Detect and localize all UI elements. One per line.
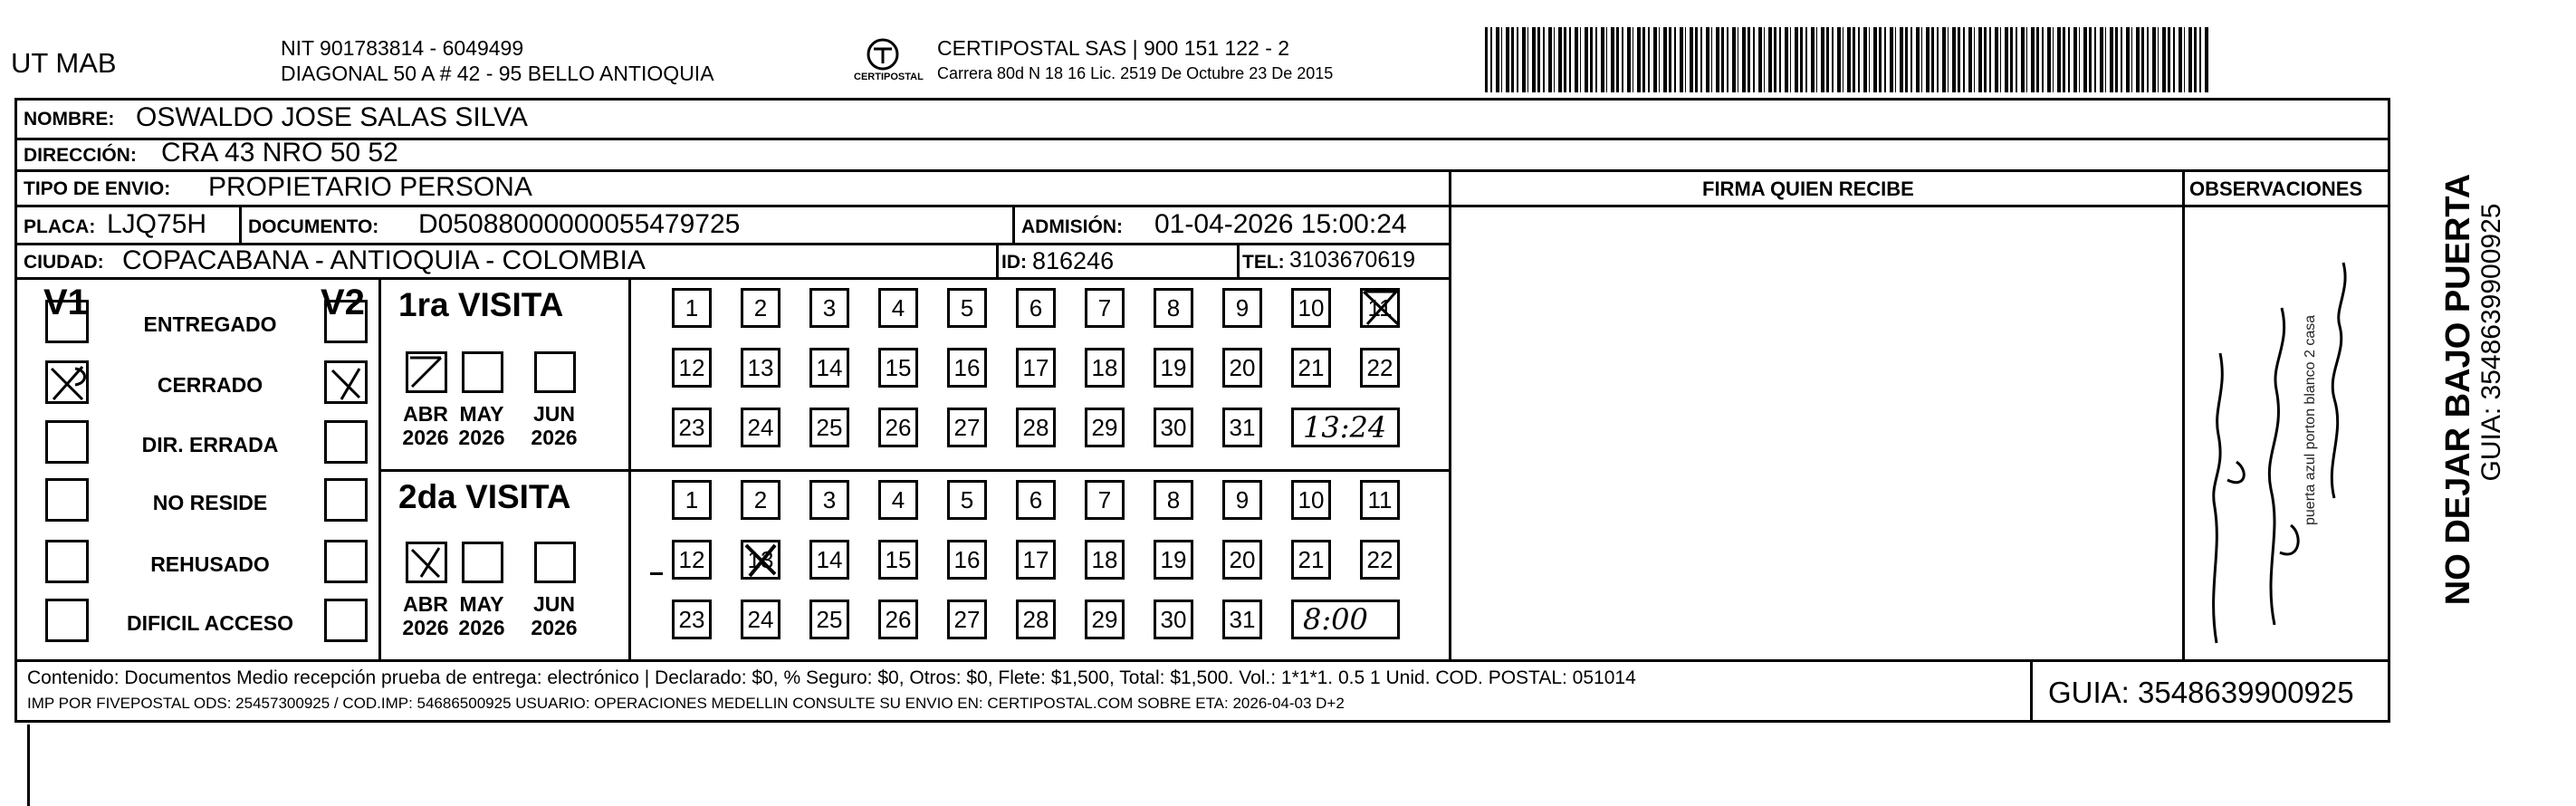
day-cell[interactable]: 29	[1085, 408, 1125, 447]
tel-label: TEL:	[1242, 252, 1285, 273]
month-year: 2026	[531, 426, 578, 450]
month-name: JUN	[532, 402, 575, 426]
status-option-label: REHUSADO	[150, 552, 270, 576]
month-name: JUN	[532, 592, 575, 616]
second-visit-title: 2da VISITA	[398, 478, 571, 515]
day-cell[interactable]: 21	[1291, 348, 1331, 388]
day-cell[interactable]: 2	[741, 288, 780, 328]
status-option-label: NO RESIDE	[152, 491, 268, 514]
v1-checkbox[interactable]	[45, 420, 89, 464]
courier-license: Carrera 80d N 18 16 Lic. 2519 De Octubre 23 De 2015	[937, 64, 1334, 82]
v1-checkbox[interactable]	[45, 478, 89, 522]
day-cell[interactable]: 13	[741, 348, 780, 388]
id-label: ID:	[1001, 252, 1027, 273]
month-year: 2026	[402, 616, 449, 640]
day-cell[interactable]: 15	[878, 540, 918, 580]
day-cell[interactable]: 15	[878, 348, 918, 388]
ciudad-label: CIUDAD:	[24, 252, 104, 273]
side-guia: GUIA: 3548639900925	[2476, 203, 2506, 482]
firma-area[interactable]	[1452, 206, 2180, 657]
day-cell[interactable]: 19	[1154, 348, 1193, 388]
month-name: MAY	[459, 402, 504, 426]
day-cell[interactable]: 2	[741, 480, 780, 520]
documento-value: D05088000000055479725	[418, 209, 741, 239]
day-cell[interactable]: 3	[809, 480, 849, 520]
barcode	[1485, 27, 2209, 92]
day-cell[interactable]: 5	[947, 480, 987, 520]
no-dejar-bajo-puerta: NO DEJAR BAJO PUERTA	[2439, 173, 2477, 606]
month-checkbox[interactable]	[534, 542, 576, 583]
v2-checkbox[interactable]	[324, 540, 368, 583]
footer-guia: GUIA: 3548639900925	[2048, 676, 2354, 709]
ciudad-value: COPACABANA - ANTIOQUIA - COLOMBIA	[122, 245, 646, 275]
month-label	[453, 592, 511, 640]
day-cell[interactable]: 1	[672, 288, 712, 328]
day-cell[interactable]: 29	[1085, 600, 1125, 639]
status-option-label: CERRADO	[157, 373, 263, 397]
day-cell[interactable]: 30	[1154, 600, 1193, 639]
v1-checkbox[interactable]	[45, 540, 89, 583]
company-name: UT MAB	[11, 47, 117, 79]
day-cell[interactable]: 24	[741, 600, 780, 639]
footer-line1: Contenido: Documentos Medio recepción prueba de entrega: electrónico | Declarado: $0, % Seguro: $0, Otros: $0, Flete: $1,500, Total: $1,500. Vol.: 1*1*1. 0.5 1 Unid. COD. POSTAL: 051014	[27, 667, 1636, 688]
visit-time-box[interactable]	[1291, 600, 1400, 639]
month-checkbox-abr-marked[interactable]	[406, 542, 447, 583]
day-cell[interactable]: 8	[1154, 288, 1193, 328]
day-cell[interactable]: 1	[672, 480, 712, 520]
id-value: 816246	[1032, 247, 1115, 274]
day-cell[interactable]: 17	[1016, 540, 1056, 580]
month-name: ABR	[403, 592, 448, 616]
month-year: 2026	[458, 616, 505, 640]
day-cell[interactable]: 20	[1222, 540, 1262, 580]
day-cell[interactable]: 21	[1291, 540, 1331, 580]
month-name: MAY	[459, 592, 504, 616]
day-cell[interactable]: 18	[1085, 348, 1125, 388]
day-cell[interactable]: 5	[947, 288, 987, 328]
day-cell[interactable]: 22	[1360, 540, 1400, 580]
status-option-label: DIR. ERRADA	[141, 433, 279, 456]
visit-time-handwritten: 13:24	[1303, 410, 1387, 445]
day-cell[interactable]: 18	[1085, 540, 1125, 580]
first-visit-title: 1ra VISITA	[398, 286, 564, 323]
observaciones-header: OBSERVACIONES	[2189, 178, 2363, 200]
documento-label: DOCUMENTO:	[248, 216, 379, 237]
admision-label: ADMISIÓN:	[1021, 216, 1123, 237]
month-checkbox[interactable]	[462, 351, 503, 393]
month-checkbox[interactable]	[534, 351, 576, 393]
day-cell[interactable]: 16	[947, 348, 987, 388]
month-name: ABR	[403, 402, 448, 426]
day-cell[interactable]: 23	[672, 408, 712, 447]
month-label	[525, 402, 583, 450]
day-cell[interactable]: 19	[1154, 540, 1193, 580]
day-cell[interactable]: 10	[1291, 288, 1331, 328]
day-cell[interactable]: 11	[1360, 288, 1400, 328]
day-cell[interactable]: 4	[878, 288, 918, 328]
day-cell[interactable]: 28	[1016, 408, 1056, 447]
month-year: 2026	[531, 616, 578, 640]
v1-checkbox-cerrado-marked[interactable]	[45, 360, 89, 404]
day-cell[interactable]: 8	[1154, 480, 1193, 520]
placa-value: LJQ75H	[107, 209, 207, 239]
company-address: DIAGONAL 50 A # 42 - 95 BELLO ANTIOQUIA	[281, 62, 714, 85]
day-cell[interactable]: 25	[809, 600, 849, 639]
firma-header: FIRMA QUIEN RECIBE	[1702, 178, 1914, 200]
certipostal-logo-icon	[819, 36, 946, 91]
day-cell[interactable]: 27	[947, 408, 987, 447]
day-cell[interactable]: 4	[878, 480, 918, 520]
day-cell[interactable]: 12	[672, 540, 712, 580]
v1-checkbox[interactable]	[45, 599, 89, 642]
handwritten-observation	[2191, 208, 2381, 652]
nombre-value: OSWALDO JOSE SALAS SILVA	[136, 102, 528, 132]
month-label	[525, 592, 583, 640]
direccion-label: DIRECCIÓN:	[24, 145, 137, 166]
nombre-label: NOMBRE:	[24, 109, 115, 130]
day-cell[interactable]: 28	[1016, 600, 1056, 639]
company-nit: NIT 901783814 - 6049499	[281, 36, 524, 60]
day-cell[interactable]: 25	[809, 408, 849, 447]
month-label	[453, 402, 511, 450]
footer-line2: IMP POR FIVEPOSTAL ODS: 25457300925 / COD.IMP: 54686500925 USUARIO: OPERACIONES MEDELLIN CONSULTE SU ENVIO EN: CERTIPOSTAL.COM SOBRE ETA: 2026-04-03 D+2	[27, 695, 1345, 712]
status-option-label: ENTREGADO	[143, 312, 277, 336]
day-cell[interactable]: 7	[1085, 288, 1125, 328]
visit-time-handwritten: 8:00	[1303, 602, 1368, 637]
v2-checkbox-cerrado-marked[interactable]	[324, 360, 368, 404]
month-checkbox-abr-marked[interactable]	[406, 351, 447, 393]
month-year: 2026	[458, 426, 505, 450]
day-cell[interactable]: 9	[1222, 288, 1262, 328]
courier-name: CERTIPOSTAL SAS | 900 151 122 - 2	[937, 36, 1290, 60]
day-cell[interactable]: 10	[1291, 480, 1331, 520]
day-cross-mark	[741, 540, 780, 584]
placa-label: PLACA:	[24, 216, 96, 237]
v2-checkbox[interactable]	[324, 478, 368, 522]
tel-value: 3103670619	[1289, 247, 1416, 273]
day-cell[interactable]: 11	[1360, 480, 1400, 520]
v2-checkbox[interactable]	[324, 599, 368, 642]
day-cross-mark	[1360, 288, 1405, 332]
day-cell[interactable]: 24	[741, 408, 780, 447]
day-cell[interactable]: 20	[1222, 348, 1262, 388]
v2-checkbox[interactable]	[324, 420, 368, 464]
day-cell[interactable]: 14	[809, 348, 849, 388]
day-cell[interactable]: 9	[1222, 480, 1262, 520]
dash-mark	[650, 572, 663, 575]
day-cell[interactable]: 22	[1360, 348, 1400, 388]
day-cell[interactable]: 12	[672, 348, 712, 388]
day-cell[interactable]: 31	[1222, 600, 1262, 639]
day-cell[interactable]: 3	[809, 288, 849, 328]
v1-checkbox[interactable]	[45, 300, 89, 343]
v2-checkbox[interactable]	[324, 300, 368, 343]
day-cell[interactable]: 31	[1222, 408, 1262, 447]
month-label	[397, 402, 455, 450]
month-label	[397, 592, 455, 640]
tipo-envio-value: PROPIETARIO PERSONA	[208, 172, 532, 202]
day-cell[interactable]: 26	[878, 600, 918, 639]
day-cell[interactable]: 13	[741, 540, 780, 580]
admision-value: 01-04-2026 15:00:24	[1154, 209, 1407, 239]
day-cell[interactable]: 14	[809, 540, 849, 580]
status-option-label: DIFICIL ACCESO	[126, 611, 293, 635]
handwritten-observation-text: puerta azul porton blanco 2 casa	[2303, 314, 2318, 525]
logo-text: CERTIPOSTAL	[854, 72, 924, 82]
month-checkbox[interactable]	[462, 542, 503, 583]
month-year: 2026	[402, 426, 449, 450]
day-cell[interactable]: 30	[1154, 408, 1193, 447]
day-cell[interactable]: 23	[672, 600, 712, 639]
day-cell[interactable]: 6	[1016, 288, 1056, 328]
day-cell[interactable]: 17	[1016, 348, 1056, 388]
v2-label: V2	[321, 283, 365, 322]
day-cell[interactable]: 27	[947, 600, 987, 639]
v1-label: V1	[43, 283, 88, 322]
day-cell[interactable]: 7	[1085, 480, 1125, 520]
visit-time-box[interactable]	[1291, 408, 1400, 447]
day-cell[interactable]: 16	[947, 540, 987, 580]
direccion-value: CRA 43 NRO 50 52	[161, 138, 398, 168]
day-cell[interactable]: 6	[1016, 480, 1056, 520]
day-cell[interactable]: 26	[878, 408, 918, 447]
tipo-envio-label: TIPO DE ENVIO:	[24, 178, 171, 199]
